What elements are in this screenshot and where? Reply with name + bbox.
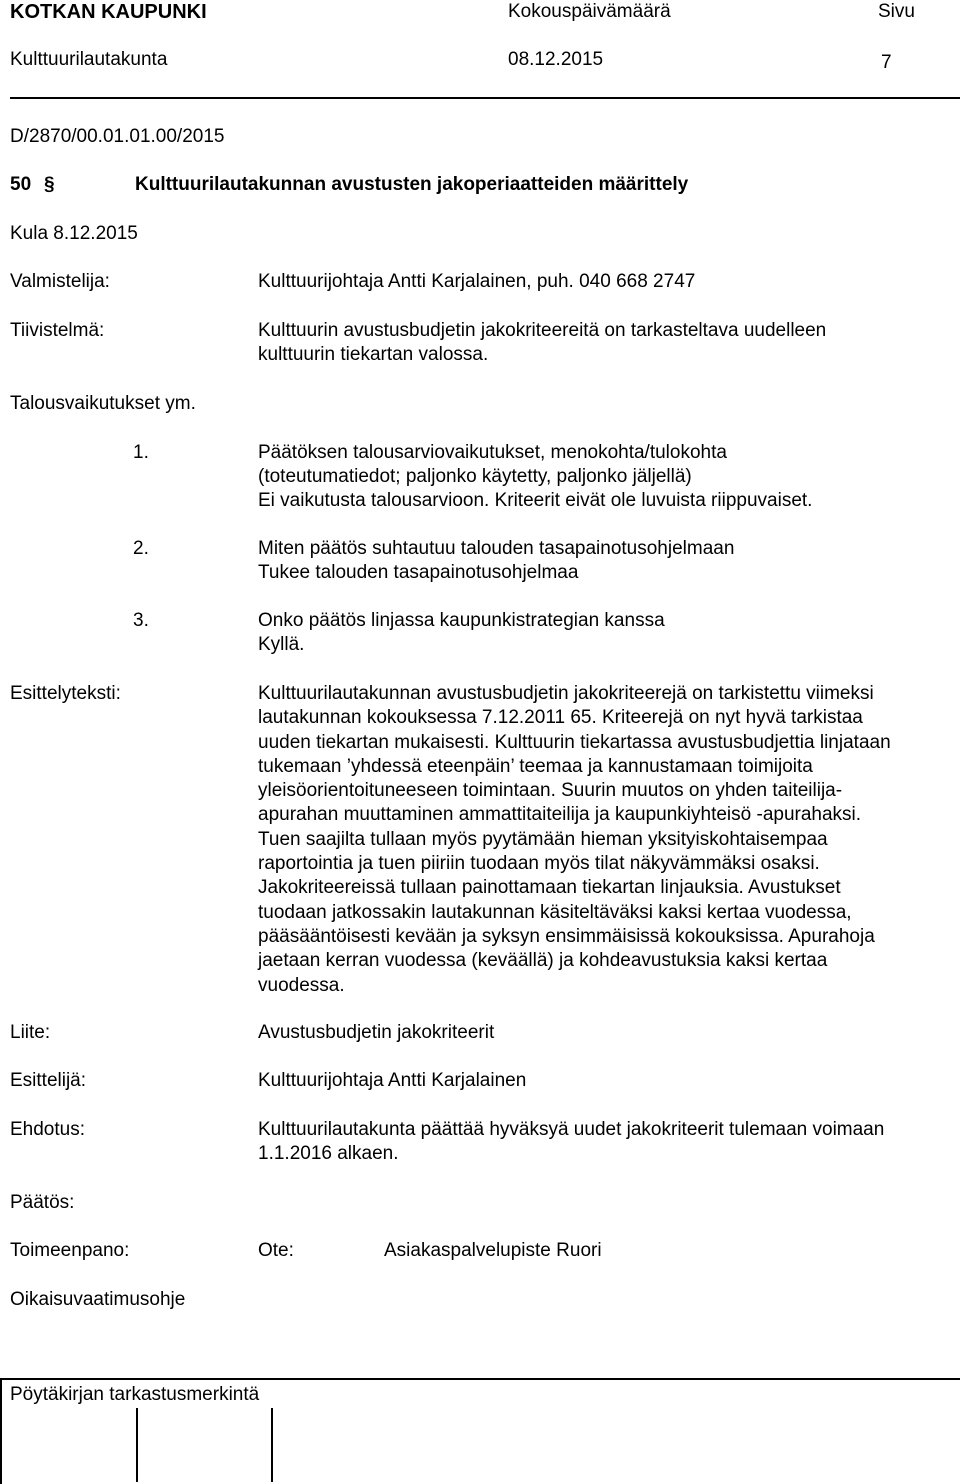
- execution-label: Toimeenpano:: [10, 1240, 130, 1261]
- preparer-label: Valmistelija:: [10, 271, 110, 292]
- proposal-label: Ehdotus:: [10, 1119, 85, 1140]
- presentation-line: raportointia ja tuen piiriin tuodaan myös tilat näkyvämmäksi osaksi.: [258, 853, 820, 875]
- presentation-line: lautakunnan kokouksessa 7.12.2011 65. Kriteerejä on nyt hyvä tarkistaa: [258, 707, 863, 729]
- proposal-line: 1.1.2016 alkaen.: [258, 1143, 399, 1164]
- section-number: 50: [10, 174, 32, 195]
- meeting-date: 08.12.2015: [508, 49, 604, 70]
- meeting-date-label: Kokouspäivämäärä: [508, 1, 671, 22]
- decision-label: Päätös:: [10, 1192, 75, 1213]
- list-item-line: Onko päätös linjassa kaupunkistrategian kanssa: [258, 610, 665, 631]
- presenter-label: Esittelijä:: [10, 1070, 87, 1091]
- summary-line: kulttuurin tiekartan valossa.: [258, 344, 489, 365]
- presentation-line: uuden tiekartan mukaisesti. Kulttuurin tiekartassa avustusbudjettia linjataan: [258, 731, 891, 753]
- signature-cell-divider: [271, 1408, 273, 1482]
- list-item-line: Päätöksen talousarviovaikutukset, menokohta/tulokohta: [258, 442, 727, 463]
- meeting-reference: Kula 8.12.2015: [10, 223, 138, 244]
- list-item-line: (toteutumatiedot; paljonko käytetty, paljonko jäljellä): [258, 466, 692, 487]
- excerpt-label: Ote:: [258, 1240, 294, 1261]
- section-sign: §: [44, 174, 55, 195]
- presentation-label: Esittelyteksti:: [10, 683, 121, 704]
- presentation-line: Kulttuurilautakunnan avustusbudjetin jakokriteerejä on tarkistettu viimeksi: [258, 683, 874, 704]
- page-number: 7: [881, 52, 892, 73]
- presentation-line: pääsääntöisesti kevään ja syksyn ensimmäisissä kokouksissa. Apurahoja: [258, 925, 875, 947]
- presenter-value: Kulttuurijohtaja Antti Karjalainen: [258, 1070, 527, 1091]
- economic-effects-label: Talousvaikutukset ym.: [10, 393, 196, 414]
- list-item-line: Tukee talouden tasapainotusohjelmaa: [258, 562, 579, 583]
- header-divider: [10, 97, 960, 99]
- presentation-line: yleisöorientoituneeseen toimintaan. Suurin muutos on yhden taiteilija-: [258, 780, 843, 802]
- list-item-number: 2.: [133, 538, 149, 559]
- signature-cell-divider: [136, 1408, 138, 1482]
- presentation-line: tuodaan jatkossakin lautakunnan käsiteltäväksi kaksi kertaa vuodessa,: [258, 901, 852, 923]
- list-item-line: Ei vaikutusta talousarvioon. Kriteerit eivät ole luvuista riippuvaiset.: [258, 490, 813, 511]
- section-title: Kulttuurilautakunnan avustusten jakoperiaatteiden määrittely: [135, 174, 689, 195]
- list-item-line: Kyllä.: [258, 634, 305, 655]
- diary-number: D/2870/00.01.01.00/2015: [10, 126, 225, 147]
- page-label: Sivu: [878, 1, 915, 22]
- list-item-number: 3.: [133, 610, 149, 631]
- proposal-line: Kulttuurilautakunta päättää hyväksyä uudet jakokriteerit tulemaan voimaan: [258, 1119, 885, 1140]
- presentation-line: vuodessa.: [258, 974, 345, 996]
- presentation-line: jaetaan kerran vuodessa (keväällä) ja kohdeavustuksia kaksi kertaa: [258, 950, 828, 972]
- minutes-check-label: Pöytäkirjan tarkastusmerkintä: [10, 1384, 260, 1405]
- preparer-value: Kulttuurijohtaja Antti Karjalainen, puh. 040 668 2747: [258, 271, 696, 292]
- summary-line: Kulttuurin avustusbudjetin jakokriteereitä on tarkasteltava uudelleen: [258, 320, 827, 341]
- summary-label: Tiivistelmä:: [10, 320, 105, 341]
- presentation-line: apurahan muuttaminen ammattitaiteilija ja kaupunkiyhteisö -apurahaksi.: [258, 804, 862, 826]
- excerpt-recipient: Asiakaspalvelupiste Ruori: [384, 1240, 602, 1261]
- organization-name: KOTKAN KAUPUNKI: [10, 1, 207, 23]
- board-name: Kulttuurilautakunta: [10, 49, 168, 70]
- attachment-value: Avustusbudjetin jakokriteerit: [258, 1022, 495, 1043]
- presentation-line: tukemaan ’yhdessä eteenpäin’ teemaa ja kannustamaan toimijoita: [258, 755, 813, 777]
- attachment-label: Liite:: [10, 1022, 51, 1043]
- list-item-number: 1.: [133, 442, 149, 463]
- appeal-instructions-label: Oikaisuvaatimusohje: [10, 1289, 186, 1310]
- presentation-text: [258, 682, 891, 998]
- presentation-line: Tuen saajilta tullaan myös pyytämään hieman yksityiskohtaisempaa: [258, 828, 828, 850]
- list-item-line: Miten päätös suhtautuu talouden tasapainotusohjelmaan: [258, 538, 735, 559]
- presentation-line: Jakokriteereissä tullaan painottamaan tiekartan linjauksia. Avustukset: [258, 877, 841, 899]
